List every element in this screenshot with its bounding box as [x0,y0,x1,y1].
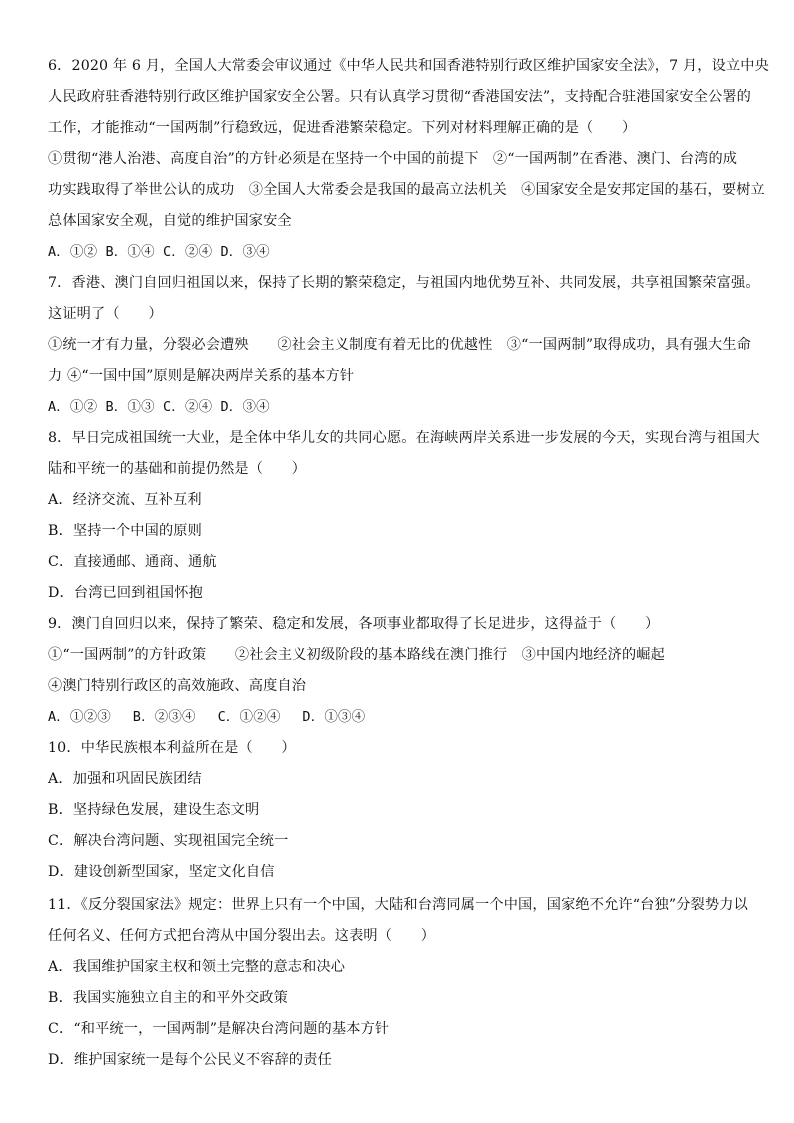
question-7-line-4: 力 ④“一国中国”原则是解决两岸关系的基本方针 [48,368,355,384]
question-11-line-1: 11．《反分裂国家法》规定：世界上只有一个中国，大陆和台湾同属一个中国，国家绝不允许“台独”分裂势力以 [48,897,748,913]
question-6-line-3: 工作，才能推动“一国两制”行稳致远，促进香港繁荣稳定。下列对材料理解正确的是（ ） [48,120,637,136]
question-9-line-1: 9．澳门自回归以来，保持了繁荣、稳定和发展，各项事业都取得了长足进步，这得益于（ ） [48,616,660,632]
question-10-option-a: A．加强和巩固民族团结 [48,771,202,787]
question-7-line-1: 7．香港、澳门自回归祖国以来，保持了长期的繁荣稳定，与祖国内地优势互补、共同发展，共享祖国繁荣富强。 [48,275,760,291]
question-11-option-d: D．维护国家统一是每个公民义不容辞的责任 [48,1052,332,1068]
question-11-line-2: 任何名义、任何方式把台湾从中国分裂出去。这表明（ ） [48,928,436,944]
question-8-line-1: 8．早日完成祖国统一大业，是全体中华儿女的共同心愿。在海峡两岸关系进一步发展的今天，实现台湾与祖国大 [48,430,760,446]
question-10-option-c: C．解决台湾问题、实现祖国完全统一 [48,833,289,849]
question-11-option-c: C．“和平统一，一国两制”是解决台湾问题的基本方针 [48,1021,390,1037]
question-7-line-3: ①统一才有力量，分裂必会遭殃 ②社会主义制度有着无比的优越性 ③“一国两制”取得成功，具有强大生命 [48,337,752,353]
question-9-line-2: ①“一国两制”的方针政策 ②社会主义初级阶段的基本路线在澳门推行 ③中国内地经济的崛起 [48,647,665,663]
question-10-option-d: D．建设创新型国家，坚定文化自信 [48,864,275,880]
question-6-options: A．①② B．①④ C．②④ D．③④ [48,244,270,260]
question-7-options: A．①② B．①③ C．②④ D．③④ [48,399,270,415]
question-8-option-c: C．直接通邮、通商、通航 [48,554,217,570]
question-10-option-b: B．坚持绿色发展，建设生态文明 [48,802,260,818]
question-8-line-2: 陆和平统一的基础和前提仍然是（ ） [48,461,307,477]
question-9-line-3: ④澳门特别行政区的高效施政、高度自治 [48,678,307,694]
question-6-line-4: ①贯彻“港人治港、高度自治”的方针必须是在坚持一个中国的前提下 ②“一国两制”在香港、澳门、台湾的成 [48,151,738,167]
question-8-option-d: D．台湾已回到祖国怀抱 [48,585,203,601]
question-6-line-6: 总体国家安全观，自觉的维护国家安全 [48,213,292,229]
question-6-line-1: 6．2020 年 6 月，全国人大常委会审议通过《中华人民共和国香港特别行政区维护国家安全法》，7 月，设立中央 [48,58,769,74]
question-11-option-a: A．我国维护国家主权和领土完整的意志和决心 [48,959,346,975]
question-8-option-a: A．经济交流、互补互利 [48,492,202,508]
question-9-options: A．①②③ B．②③④ C．①②④ D．①③④ [48,709,366,725]
question-10-line-1: 10．中华民族根本利益所在是（ ） [48,740,296,756]
question-11-option-b: B．我国实施独立自主的和平外交政策 [48,990,288,1006]
question-8-option-b: B．坚持一个中国的原则 [48,523,202,539]
question-7-line-2: 这证明了（ ） [48,306,163,322]
question-6-line-5: 功实践取得了举世公认的成功 ③全国人大常委会是我国的最高立法机关 ④国家安全是安邦定国的基石，要树立 [48,182,765,198]
question-6-line-2: 人民政府驻香港特别行政区维护国家安全公署。只有认真学习贯彻“香港国安法”，支持配合驻港国家安全公署的 [48,89,752,105]
